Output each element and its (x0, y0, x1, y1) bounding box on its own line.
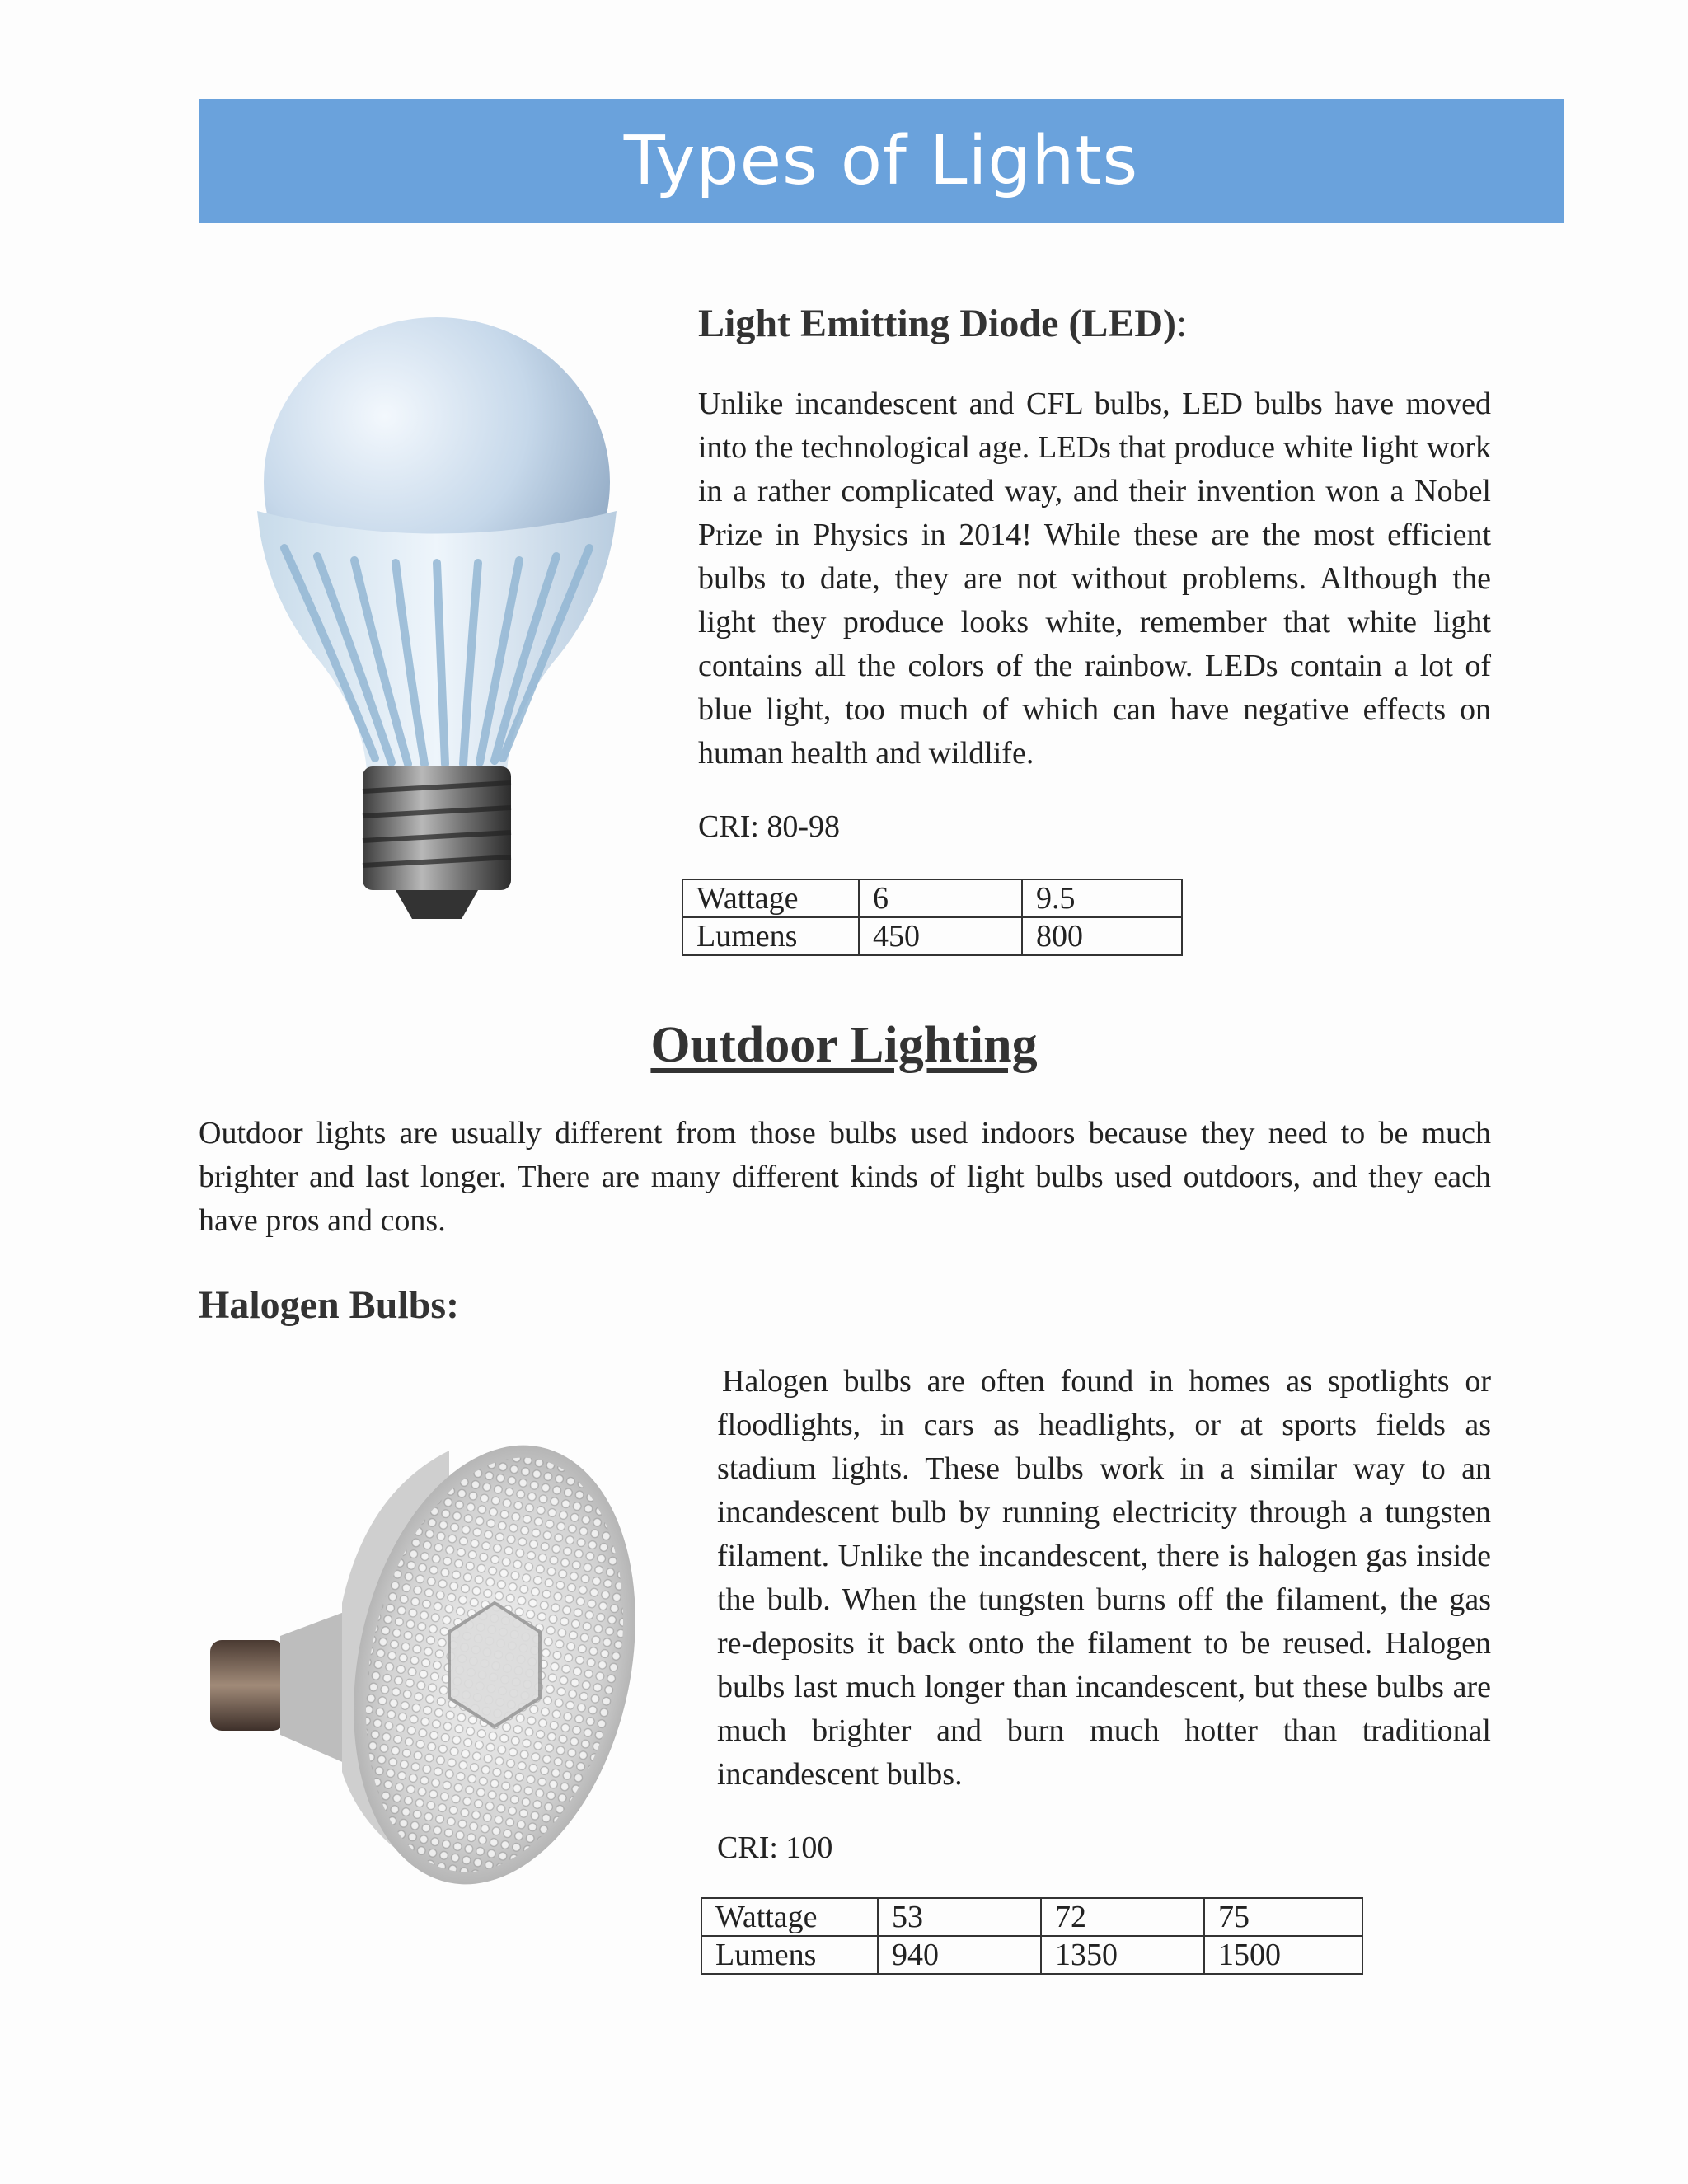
table-cell: 800 (1022, 917, 1182, 955)
table-cell: Lumens (682, 917, 859, 955)
table-cell: 1500 (1204, 1936, 1362, 1974)
outdoor-paragraph: Outdoor lights are usually different from those bulbs used indoors because they need to be much brighter and last longer. There are many different kinds of light bulbs used outdoors, and they each have pros and cons. (199, 1116, 1491, 1238)
table-cell: 1350 (1041, 1936, 1204, 1974)
halogen-heading: Halogen Bulbs: (199, 1283, 460, 1327)
led-heading-text: Light Emitting Diode (LED) (698, 302, 1177, 345)
led-bulb-icon (239, 309, 635, 927)
table-row (682, 917, 1182, 955)
table-cell: 75 (1204, 1898, 1362, 1936)
led-cri: CRI: 80-98 (698, 809, 841, 844)
table-cell: Lumens (701, 1936, 878, 1974)
table-row (701, 1898, 1362, 1936)
table-cell: 53 (878, 1898, 1041, 1936)
halogen-cri: CRI: 100 (717, 1830, 833, 1865)
table-cell: 6 (859, 879, 1022, 917)
table-cell: Wattage (701, 1898, 878, 1936)
led-paragraph: Unlike incandescent and CFL bulbs, LED bulbs have moved into the technological age. LEDs that produce white light work in a rather complicated way, and their invention won a Nobel Prize in Physics in 2014! While these are the most efficient bulbs to date, they are not without problems. Although the light they produce looks white, remember that white light contains all the colors of the rainbow. LEDs contain a lot of blue light, too much of which can have negative effects on human health and wildlife. (698, 387, 1491, 771)
table-cell: Wattage (682, 879, 859, 917)
table-row (682, 879, 1182, 917)
outdoor-title: Outdoor Lighting (650, 1017, 1038, 1073)
table-cell: 450 (859, 917, 1022, 955)
halogen-spec-table (701, 1897, 1363, 1975)
table-cell: 940 (878, 1936, 1041, 1974)
led-heading-colon: : (1176, 302, 1188, 345)
led-spec-table (682, 879, 1183, 956)
halogen-bulb-icon (202, 1418, 639, 1904)
led-heading (698, 301, 1187, 346)
title-banner (199, 99, 1564, 223)
table-cell: 9.5 (1022, 879, 1182, 917)
halogen-paragraph: Halogen bulbs are often found in homes as spotlights or floodlights, in cars as headlights, or at sports fields as stadium lights. These bulbs work in a similar way to an incandescent bulb by running electricity through a tungsten filament. Unlike the incandescent, there is halogen gas inside the bulb. When the tungsten burns off the filament, the gas re-deposits it back onto the filament to be reused. Halogen bulbs last much longer than incandescent, but these bulbs are much brighter and burn much hotter than traditional incandescent bulbs. (717, 1364, 1491, 1792)
page-title: Types of Lights (623, 122, 1139, 200)
table-cell: 72 (1041, 1898, 1204, 1936)
table-row (701, 1936, 1362, 1974)
